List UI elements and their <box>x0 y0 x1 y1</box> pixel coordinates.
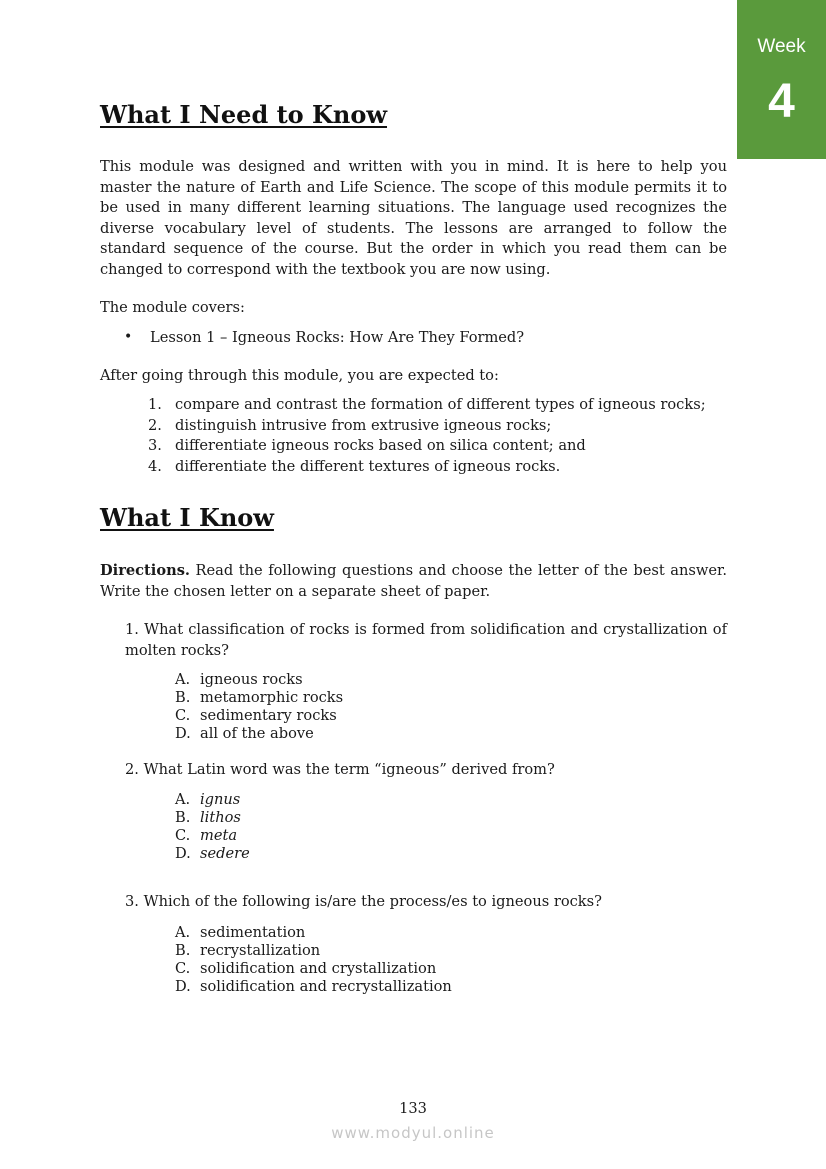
objective-item: 1. compare and contrast the formation of different types of igneous rocks; <box>148 396 706 413</box>
directions-paragraph <box>100 561 727 602</box>
directions-label: Directions. <box>100 562 190 579</box>
page-number: 133 <box>399 1100 427 1117</box>
choice-item: C. sedimentary rocks <box>175 707 337 724</box>
objective-item: 2. distinguish intrusive from extrusive igneous rocks; <box>148 416 552 434</box>
choice-item: B. metamorphic rocks <box>175 689 344 706</box>
choice-item: A. ignus <box>175 791 241 808</box>
week-label: Week <box>757 36 806 57</box>
section-heading-what-i-know: What I Know <box>100 503 274 532</box>
section-heading-what-i-need-to-know: What I Need to Know <box>100 100 388 129</box>
choice-item: C. meta <box>175 827 238 844</box>
objectives-list <box>148 395 706 477</box>
choice-item: A. sedimentation <box>175 924 306 941</box>
choice-item: B. lithos <box>175 809 241 826</box>
question-1-choices <box>175 671 343 743</box>
choice-item: B. recrystallization <box>175 942 321 959</box>
directions-text: Read the following questions and choose the letter of the best answer. Write the chosen letter on a separate sheet of paper. <box>100 562 727 600</box>
choice-item: A. igneous rocks <box>175 671 303 688</box>
intro-paragraph: This module was designed and written with you in mind. It is here to help you master the nature of Earth and Life Science. The scope of this module permits it to be used in many different learning situations. The language used recognizes the diverse vocabulary level of students. The lessons are arranged to follow the standard sequence of the course. But the order in which you read them can be changed to correspond with the textbook you are now using. <box>100 158 727 278</box>
objective-item: 4. differentiate the different textures of igneous rocks. <box>148 457 561 475</box>
week-tab <box>737 0 826 159</box>
question-2: 2. What Latin word was the term “igneous” derived from? <box>125 761 555 778</box>
choice-item: C. solidification and crystallization <box>175 960 437 977</box>
question-3: 3. Which of the following is/are the process/es to igneous rocks? <box>125 893 602 910</box>
module-covers-label: The module covers: <box>100 299 245 316</box>
objective-item: 3. differentiate igneous rocks based on silica content; and <box>148 437 586 455</box>
bullet-icon: • <box>124 329 133 345</box>
lesson-item: Lesson 1 – Igneous Rocks: How Are They Formed? <box>150 329 525 346</box>
question-2-choices <box>175 791 250 863</box>
week-number: 4 <box>768 75 795 128</box>
choice-item: D. sedere <box>175 845 250 862</box>
choice-item: D. solidification and recrystallization <box>175 978 452 995</box>
question-3-choices <box>175 924 452 996</box>
expected-label: After going through this module, you are expected to: <box>100 367 499 384</box>
question-1: 1. What classification of rocks is formed from solidification and crystallization of molten rocks? <box>125 621 727 659</box>
choice-item: D. all of the above <box>175 725 314 742</box>
watermark: www.modyul.online <box>331 1124 495 1142</box>
